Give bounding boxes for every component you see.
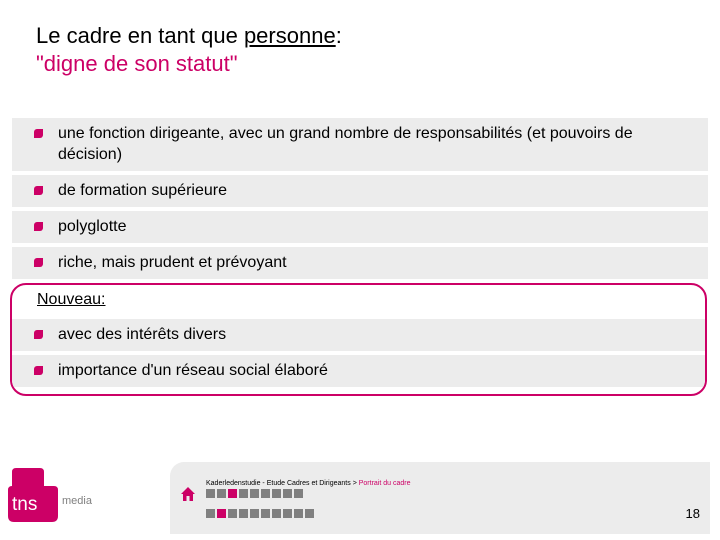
title-suffix: : <box>335 23 342 48</box>
bullet-marker-icon <box>34 222 43 231</box>
slide-title <box>36 22 676 78</box>
nav-square[interactable] <box>206 489 215 498</box>
bullet-text: polyglotte <box>58 218 127 235</box>
nav-square[interactable] <box>217 509 226 518</box>
bullet-marker-icon <box>34 186 43 195</box>
bullet-text: une fonction dirigeante, avec un grand nombre de responsabilités (et pouvoirs de décision) <box>58 125 633 163</box>
new-bullet-list <box>12 319 705 391</box>
bullet-item <box>12 211 708 243</box>
nav-square[interactable] <box>305 509 314 518</box>
logo-subtext: media <box>62 495 92 507</box>
bullet-text: de formation supérieure <box>58 182 227 199</box>
nav-square[interactable] <box>239 509 248 518</box>
new-section-label: Nouveau: <box>37 291 106 308</box>
bullet-marker-icon <box>34 258 43 267</box>
title-line-2: "digne de son statut" <box>36 51 238 76</box>
breadcrumb-current: Portrait du cadre <box>358 480 411 487</box>
nav-square[interactable] <box>217 489 226 498</box>
bullet-marker-icon <box>34 366 43 375</box>
nav-square[interactable] <box>283 509 292 518</box>
bullet-item <box>12 118 708 171</box>
nav-square[interactable] <box>228 509 237 518</box>
nav-square[interactable] <box>261 489 270 498</box>
nav-square[interactable] <box>283 489 292 498</box>
bullet-text: importance d'un réseau social élaboré <box>58 362 328 379</box>
nav-square[interactable] <box>250 489 259 498</box>
nav-square[interactable] <box>294 509 303 518</box>
bullet-marker-icon <box>34 330 43 339</box>
breadcrumb <box>206 479 411 488</box>
bullet-text: riche, mais prudent et prévoyant <box>58 254 287 271</box>
bullet-list <box>12 118 708 283</box>
bullet-marker-icon <box>34 129 43 138</box>
bullet-text: avec des intérêts divers <box>58 326 227 343</box>
page-number: 18 <box>685 506 700 521</box>
title-prefix: Le cadre en tant que <box>36 23 244 48</box>
nav-square[interactable] <box>228 489 237 498</box>
breadcrumb-separator: > <box>350 480 359 487</box>
tns-media-logo <box>0 466 100 526</box>
nav-square[interactable] <box>261 509 270 518</box>
bullet-item <box>12 355 705 387</box>
bullet-item <box>12 175 708 207</box>
nav-square[interactable] <box>239 489 248 498</box>
nav-square[interactable] <box>272 489 281 498</box>
home-icon[interactable] <box>180 486 196 502</box>
bullet-item <box>12 247 708 279</box>
section-nav-row-2 <box>206 509 316 518</box>
title-line-1 <box>36 22 676 50</box>
new-section-box <box>10 283 707 396</box>
logo-text: tns <box>12 494 38 515</box>
section-nav-row-1 <box>206 489 305 498</box>
nav-square[interactable] <box>250 509 259 518</box>
title-underlined-word: personne <box>243 23 336 48</box>
nav-square[interactable] <box>272 509 281 518</box>
bullet-item <box>12 319 705 351</box>
nav-square[interactable] <box>206 509 215 518</box>
nav-square[interactable] <box>294 489 303 498</box>
breadcrumb-study: Kaderledenstudie - Etude Cadres et Dirigeants <box>206 480 351 487</box>
